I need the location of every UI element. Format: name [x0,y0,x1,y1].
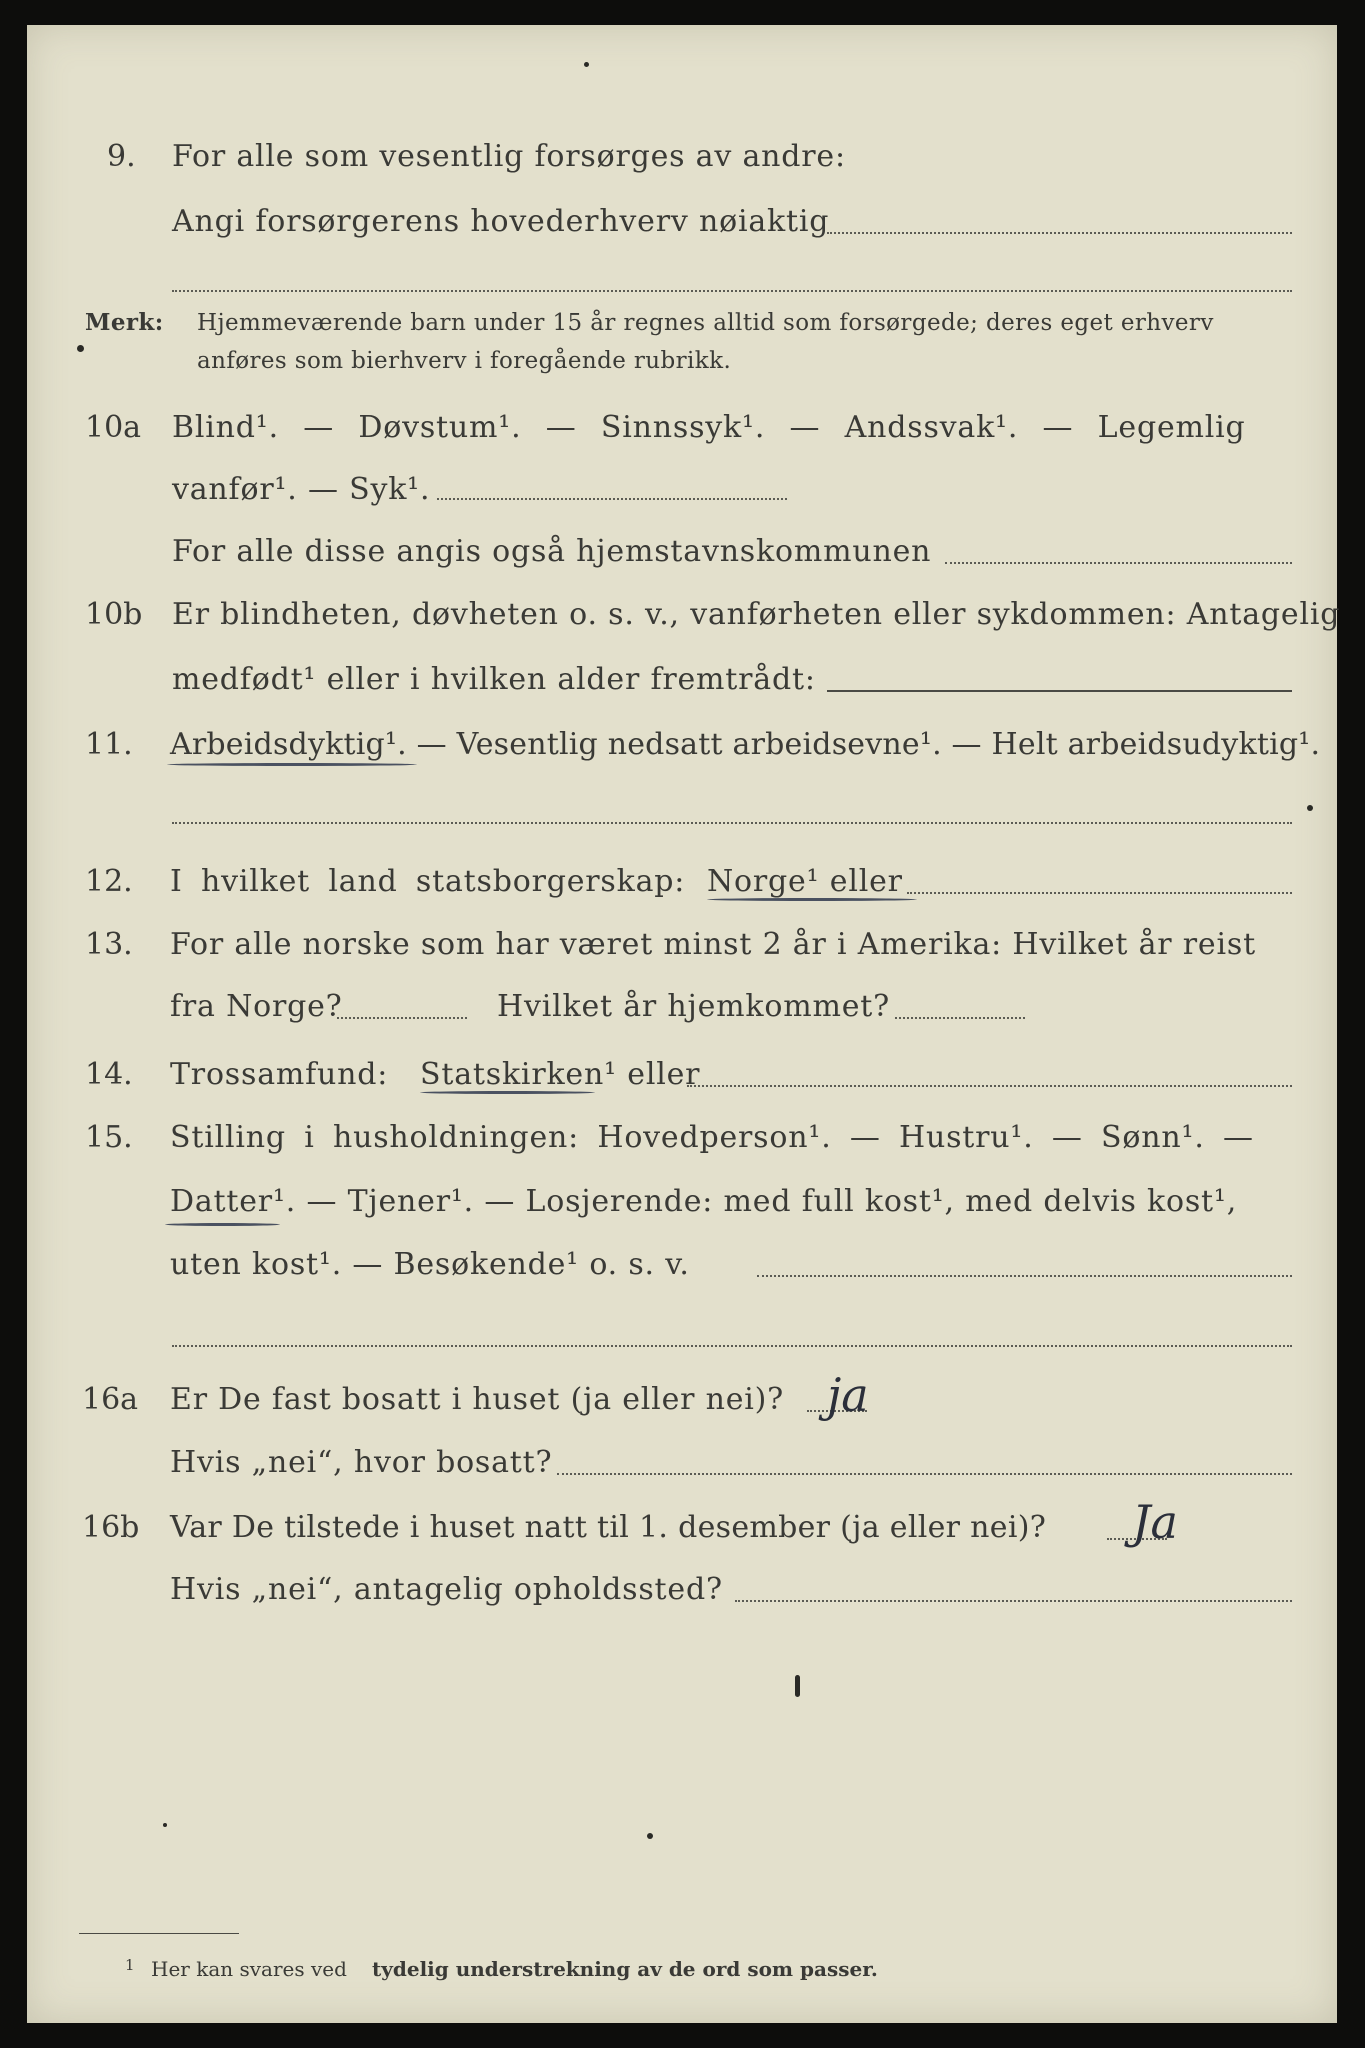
q10a-number: 10a [85,410,142,445]
q11-handwritten-underline [167,763,417,766]
q13-line2a: fra Norge? [170,989,343,1024]
q15-answer-line[interactable] [757,1275,1292,1277]
q16a-number: 16a [82,1382,139,1417]
q14-number: 14. [85,1057,133,1092]
q13-reist-line[interactable] [337,1017,467,1019]
q14-answer: Statskirken¹ eller [420,1057,701,1092]
q9-line1: For alle som vesentlig forsørges av andre: [172,139,846,174]
footnote-mark: 1 [125,1956,135,1974]
q15-answer-line-2[interactable] [172,1345,1292,1347]
paper-speck [163,1823,167,1827]
census-form-page [27,25,1341,2023]
q14-line1: Trossamfund: [170,1057,389,1092]
q13-line1: For alle norske som har været minst 2 år i Amerika: Hvilket år reist [170,927,1256,962]
q14-answer-line[interactable] [687,1085,1292,1087]
q15-handwritten-underline [165,1223,280,1226]
q16a-line2: Hvis „nei“, hvor bosatt? [170,1445,553,1480]
merk-label: Merk: [85,309,164,336]
q15-line1: Stilling i husholdningen: Hovedperson¹. — Hustru¹. — Sønn¹. — [170,1120,1254,1155]
q16a-line1: Er De fast bosatt i huset (ja eller nei)? [170,1382,785,1417]
q13-line2b: Hvilket år hjemkommet? [497,989,891,1024]
q10a-kommune-line[interactable] [945,562,1292,564]
q10a-line1: Blind¹. — Døvstum¹. — Sinnssyk¹. — Andssvak¹. — Legemlig [172,410,1246,445]
q16a-bosatt-line[interactable] [557,1473,1292,1475]
footnote-text-b: tydelig understrekning av de ord som passer. [372,1957,878,1981]
q10a-answer-line[interactable] [437,498,787,500]
q12-answer: Norge¹ eller [707,864,903,899]
q10b-line1: Er blindheten, døvheten o. s. v., vanførheten eller sykdommen: Antagelig [172,597,1341,632]
footnote-text-a: Her kan svares ved [151,1957,347,1981]
q10a-line2: vanfør¹. — Syk¹. [172,472,431,507]
q13-hjemkommet-line[interactable] [895,1017,1025,1019]
q9-answer-line[interactable] [827,232,1292,234]
q11-number: 11. [85,727,133,762]
q10b-line2: medfødt¹ eller i hvilken alder fremtrådt: [172,662,816,697]
q15-line2: Datter¹. — Tjener¹. — Losjerende: med full kost¹, med delvis kost¹, [170,1184,1238,1219]
q11-answer-line[interactable] [172,822,1292,824]
merk-line2: anføres som bierhverv i foregående rubrikk. [197,348,732,374]
q9-answer-line-2[interactable] [172,290,1292,292]
ink-mark [795,1675,800,1697]
paper-speck [1307,805,1313,811]
q16a-handwritten-answer: ja [827,1368,869,1422]
q15-line3: uten kost¹. — Besøkende¹ o. s. v. [170,1247,690,1282]
q12-handwritten-underline [707,898,917,901]
q16b-handwritten-answer: Ja [1132,1495,1178,1549]
paper-speck [584,62,589,67]
q16b-line1: Var De tilstede i huset natt til 1. desember (ja eller nei)? [170,1510,1047,1545]
q12-answer-line[interactable] [907,892,1292,894]
q9-number: 9. [107,139,136,174]
q11-line1: Arbeidsdyktig¹. — Vesentlig nedsatt arbeidsevne¹. — Helt arbeidsudyktig¹. [170,727,1321,762]
q10b-number: 10b [85,597,143,632]
q14-handwritten-underline [420,1091,595,1094]
paper-speck [647,1833,653,1839]
q10b-answer-line[interactable] [827,690,1292,692]
merk-line1: Hjemmeværende barn under 15 år regnes alltid som forsørgede; deres eget erhverv [197,310,1214,336]
q12-number: 12. [85,864,133,899]
paper-speck [77,345,84,352]
q16b-line2: Hvis „nei“, antagelig opholdssted? [170,1572,723,1607]
q12-line1: I hvilket land statsborgerskap: [170,864,686,899]
q9-line2: Angi forsørgerens hovederhverv nøiaktig [172,204,830,239]
q10a-line3: For alle disse angis også hjemstavnskommunen [172,534,932,569]
footnote-rule [79,1933,239,1934]
q16b-number: 16b [82,1510,140,1545]
q13-number: 13. [85,927,133,962]
q16b-opholdssted-line[interactable] [735,1600,1292,1602]
q15-number: 15. [85,1120,133,1155]
